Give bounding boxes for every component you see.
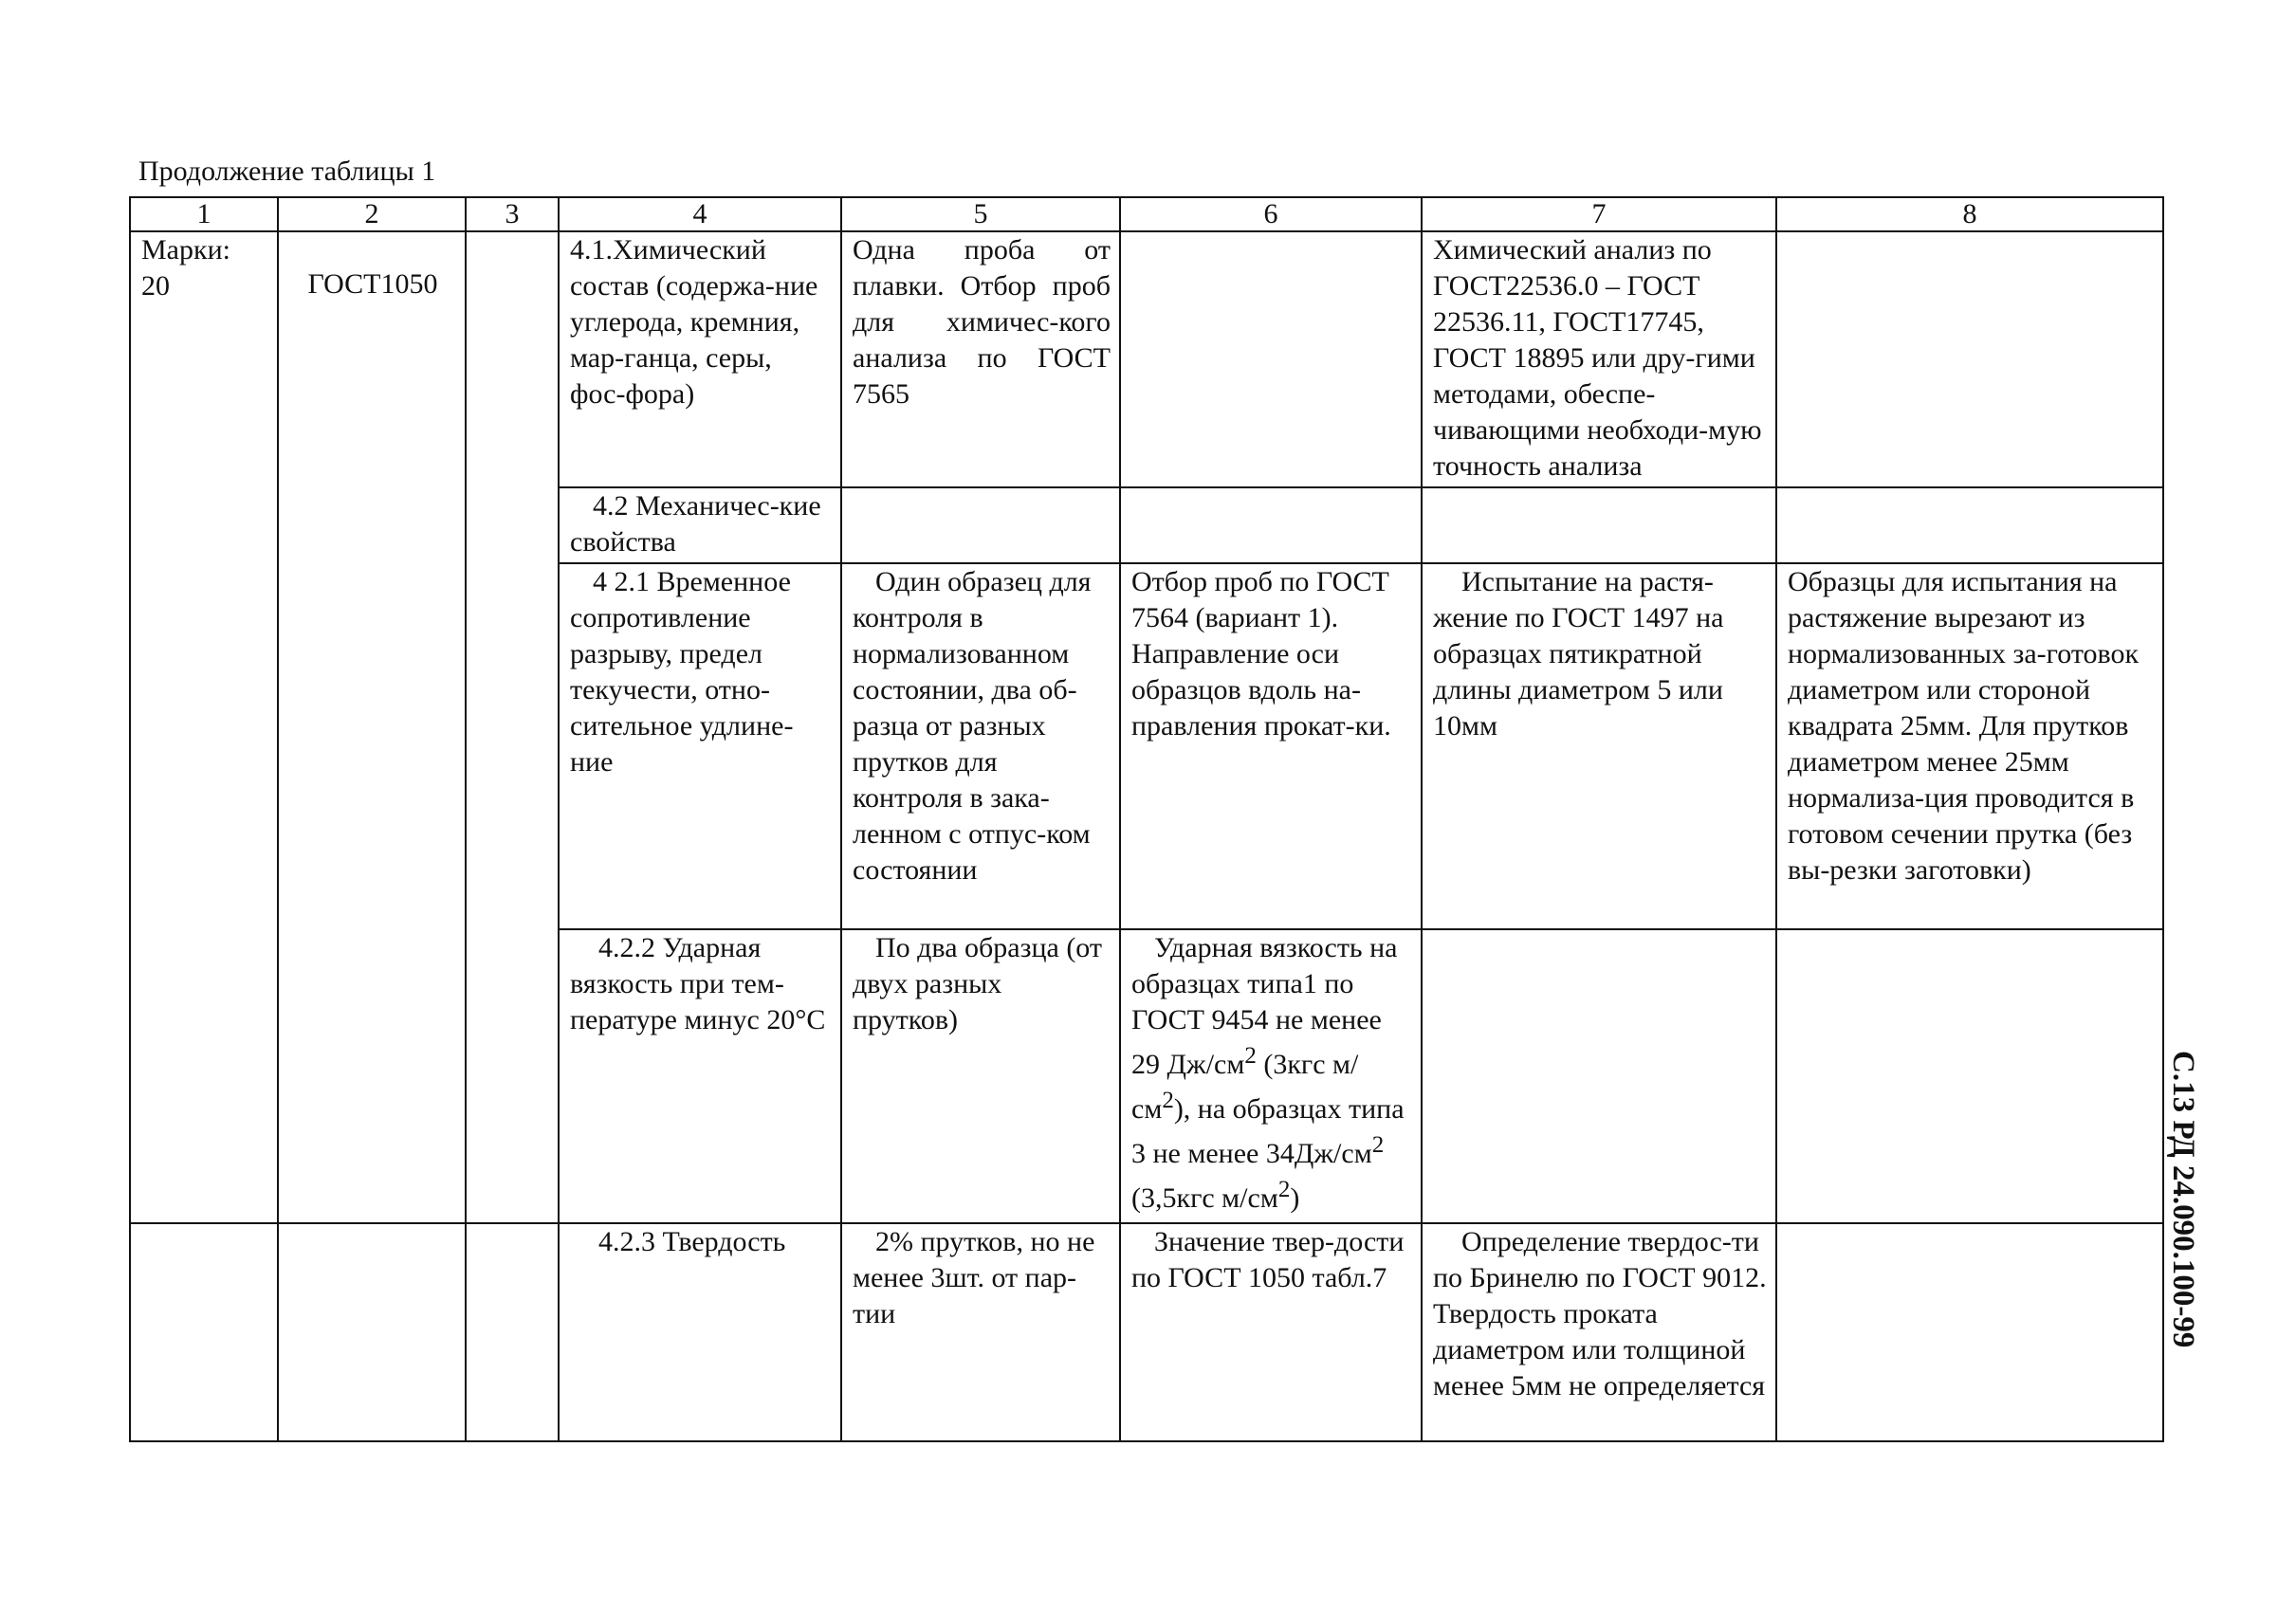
- empty-cell: [1422, 929, 1776, 1223]
- property-cell: 4.2 Механичес-кие свойства: [559, 487, 841, 563]
- specimen-cell: Ударная вязкость на образцах типа1 по ГОСТ 9454 не менее 29 $Дж/см^2$ (3кгс $м/см^2$), на образцах типа 3 не менее $34Дж/см^2$ (3,5кгс $м/см^2$): [1120, 929, 1422, 1223]
- table-row: [130, 1223, 2163, 1441]
- steel-grade-cell: Марки: 20: [130, 231, 278, 1223]
- header-cell: 6: [1120, 197, 1422, 231]
- sampling-cell: Одна проба от плавки. Отбор проб для химичес-кого анализа по ГОСТ 7565: [841, 231, 1120, 487]
- requirements-table: [129, 196, 2164, 1442]
- sampling-cell: 2% прутков, но не менее 3шт. от пар-тии: [841, 1223, 1120, 1441]
- header-cell: 3: [466, 197, 559, 231]
- property-cell: 4.2.2 Ударная вязкость при тем-пературе минус 20°С: [559, 929, 841, 1223]
- table-caption: Продолжение таблицы 1: [138, 156, 436, 187]
- page-number-label: С.13 РД 24.090.100-99: [2166, 1051, 2200, 1348]
- specimen-cell: Значение твер-дости по ГОСТ 1050 табл.7: [1120, 1223, 1422, 1441]
- test-method-cell: Химический анализ по ГОСТ22536.0 – ГОСТ 22536.11, ГОСТ17745, ГОСТ 18895 или дру-гими методами, обеспе-чивающими необходи-мую точность анализа: [1422, 231, 1776, 487]
- empty-cell: [1776, 487, 2163, 563]
- empty-cell: [1120, 487, 1422, 563]
- table-header-row: [130, 197, 2163, 231]
- table-row: [130, 231, 2163, 487]
- property-cell: 4.2.3 Твердость: [559, 1223, 841, 1441]
- empty-cell: [841, 487, 1120, 563]
- property-cell: 4 2.1 Временное сопротивление разрыву, предел текучести, отно-сительное удлине-ние: [559, 563, 841, 929]
- header-cell: 5: [841, 197, 1120, 231]
- note-cell: Образцы для испытания на растяжение вырезают из нормализованных за-готовок диаметром или стороной квадрата 25мм. Для прутков диаметром менее 25мм нормализа-ция проводится в готовом сечении прутка (без вы-резки заготовки): [1776, 563, 2163, 929]
- empty-cell: [1776, 1223, 2163, 1441]
- test-method-cell: Определение твердос-ти по Бринелю по ГОСТ 9012. Твердость проката диаметром или толщиной менее 5мм не определяется: [1422, 1223, 1776, 1441]
- specimen-cell: Отбор проб по ГОСТ 7564 (вариант 1). Направление оси образцов вдоль на-правления прокат-ки.: [1120, 563, 1422, 929]
- empty-cell: [278, 1223, 466, 1441]
- empty-cell: [1120, 231, 1422, 487]
- standard-cell: ГОСТ1050: [278, 231, 466, 1223]
- header-cell: 4: [559, 197, 841, 231]
- empty-cell: [466, 1223, 559, 1441]
- header-cell: 2: [278, 197, 466, 231]
- sampling-cell: По два образца (от двух разных прутков): [841, 929, 1120, 1223]
- header-cell: 7: [1422, 197, 1776, 231]
- test-method-cell: Испытание на растя-жение по ГОСТ 1497 на образцах пятикратной длины диаметром 5 или 10мм: [1422, 563, 1776, 929]
- header-cell: 8: [1776, 197, 2163, 231]
- property-cell: 4.1.Химический состав (содержа-ние углерода, кремния, мар-ганца, серы, фос-фора): [559, 231, 841, 487]
- empty-cell: [466, 231, 559, 1223]
- empty-cell: [130, 1223, 278, 1441]
- sampling-cell: Один образец для контроля в нормализованном состоянии, два об-разца от разных прутков для контроля в зака-ленном с отпус-ком состоянии: [841, 563, 1120, 929]
- header-cell: 1: [130, 197, 278, 231]
- empty-cell: [1422, 487, 1776, 563]
- empty-cell: [1776, 231, 2163, 487]
- empty-cell: [1776, 929, 2163, 1223]
